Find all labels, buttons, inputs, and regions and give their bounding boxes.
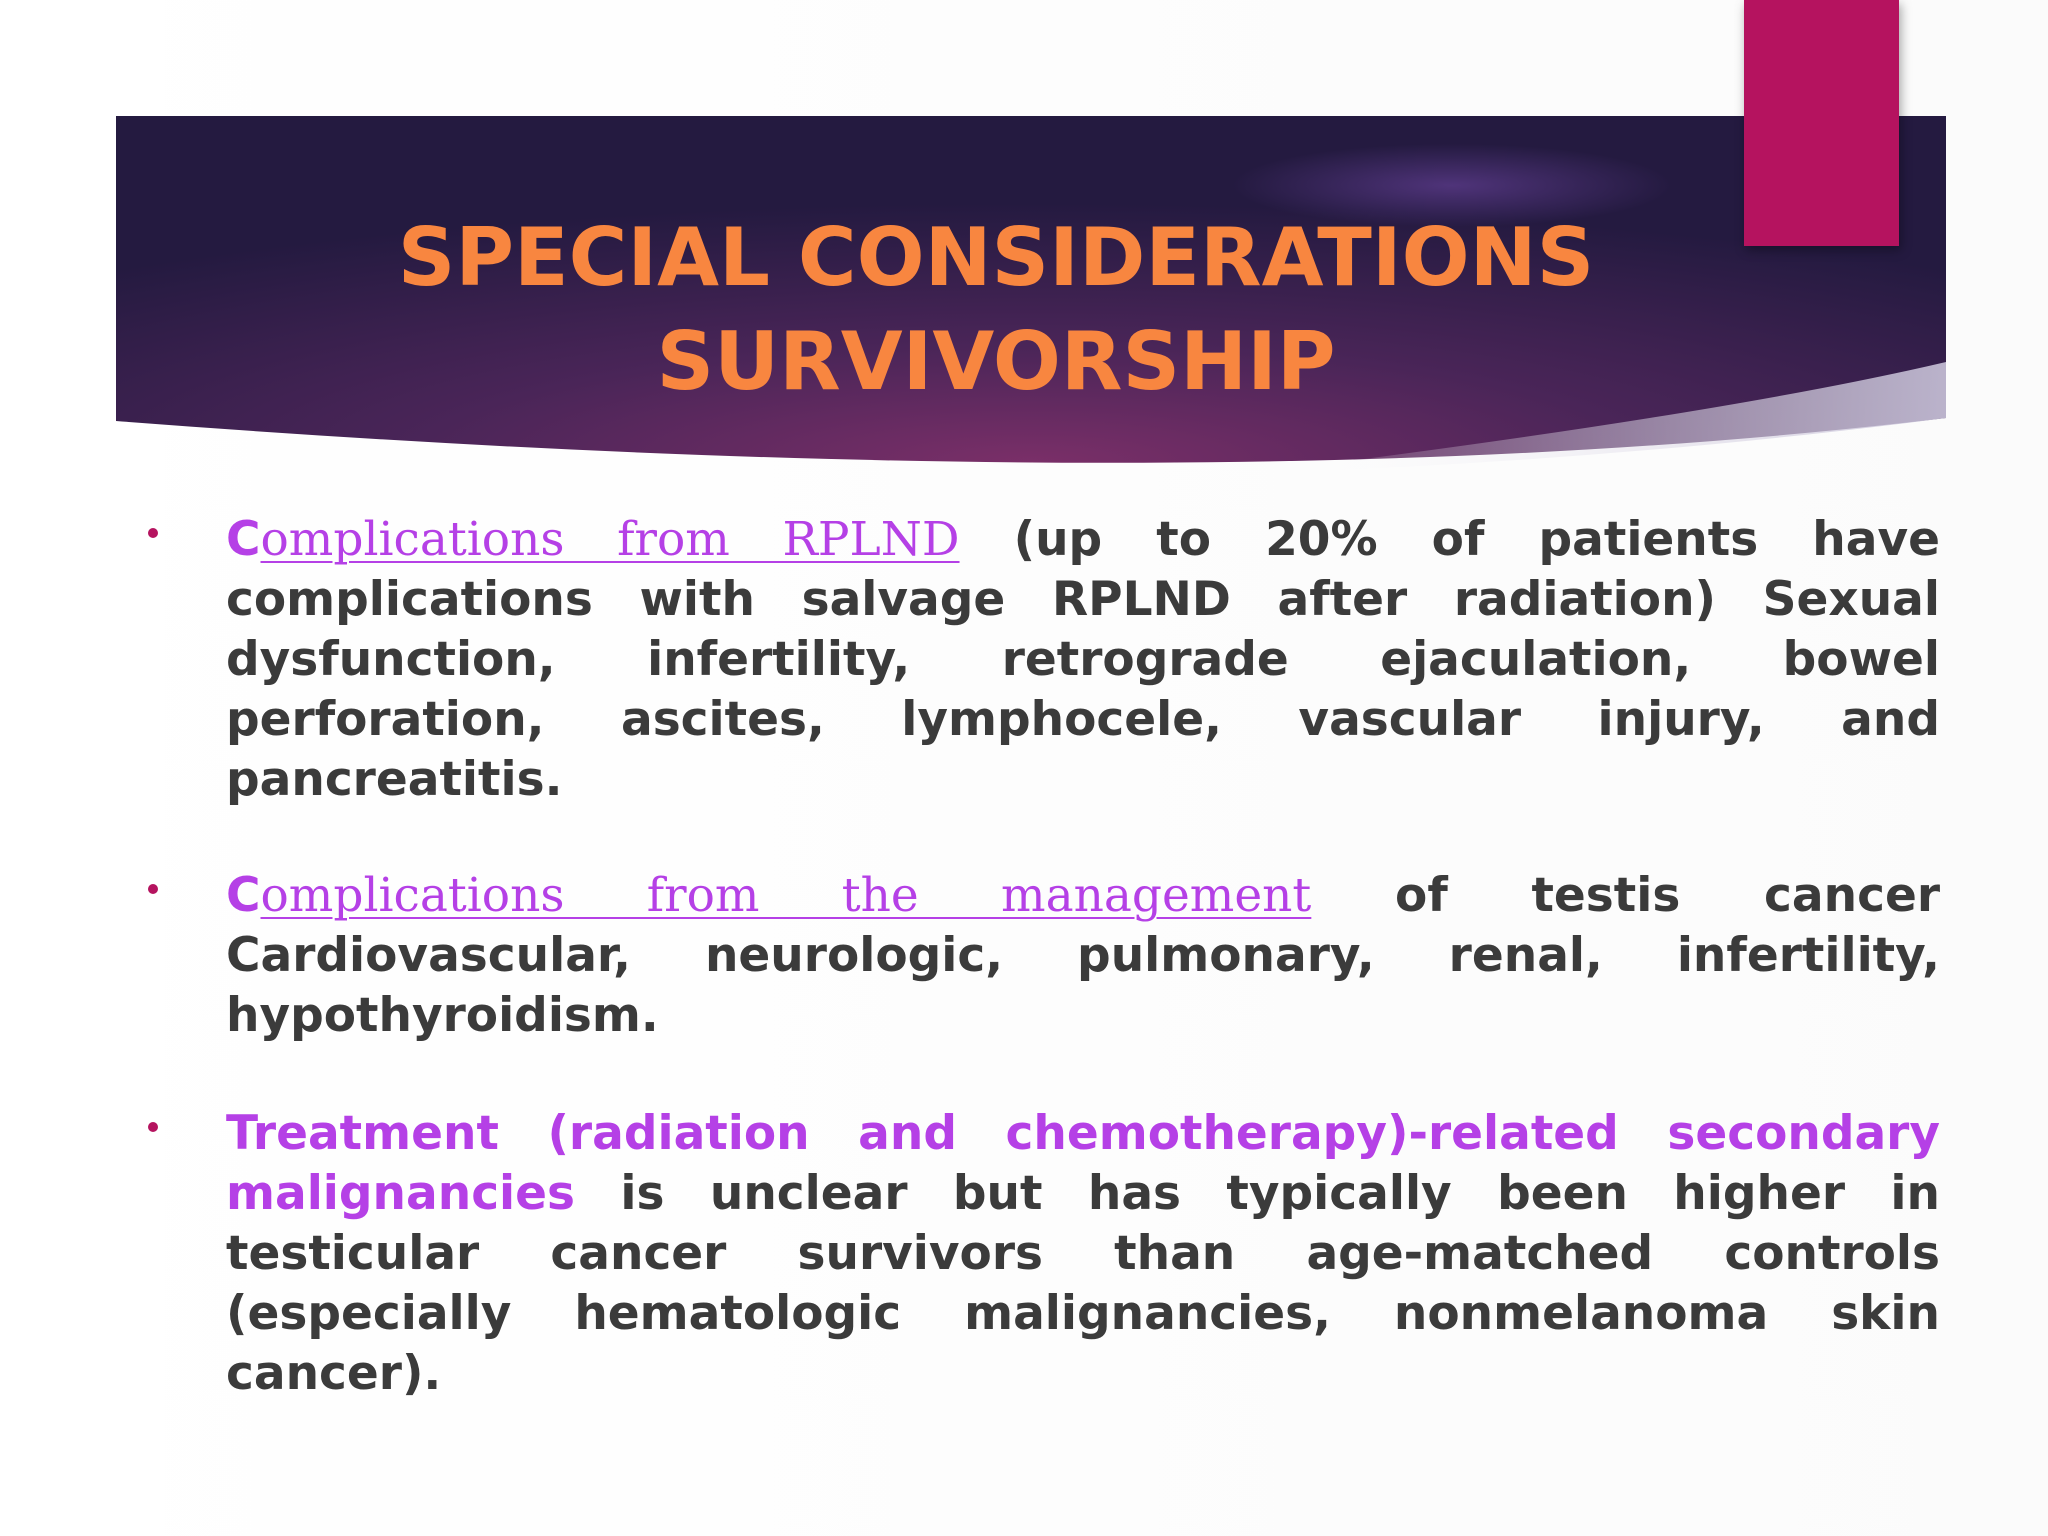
- bullet-text: [226, 510, 1940, 810]
- title-line-2: SURVIVORSHIP: [656, 315, 1336, 408]
- bullet-body: (up to 20% of patients have complications with salvage RPLND after radiation) Sexual dysfunction, infertility, retrograde ejaculation, bowel perforation, ascites, lymphocele, vascular injury, and pancreatitis.: [226, 512, 1940, 807]
- bullet-text: [226, 866, 1940, 1046]
- bullet-body: of testis cancer Cardiovascular, neurologic, pulmonary, renal, infertility, hypothyroidism.: [226, 868, 1940, 1043]
- rplnd-complications-link[interactable]: omplications from RPLND: [260, 512, 960, 567]
- bullet-body: is unclear but has typically been higher in testicular cancer survivors than age-matched controls (especially hematologic malignancies, nonmelanoma skin cancer).: [226, 1166, 1940, 1401]
- bullet-lead-initial: C: [226, 512, 261, 567]
- title-line-1: SPECIAL CONSIDERATIONS: [397, 211, 1595, 304]
- bullet-highlight: Treatment (radiation and chemotherapy)-related secondary malignancies: [226, 1106, 1940, 1221]
- management-complications-link[interactable]: omplications from the management: [260, 868, 1312, 923]
- slide-title: [116, 206, 1876, 414]
- bullet-text: [226, 1104, 1940, 1404]
- bullet-marker: [148, 528, 158, 538]
- bullet-marker: [148, 884, 158, 894]
- bullet-marker: [148, 1122, 158, 1132]
- bullet-lead-initial: C: [226, 868, 261, 923]
